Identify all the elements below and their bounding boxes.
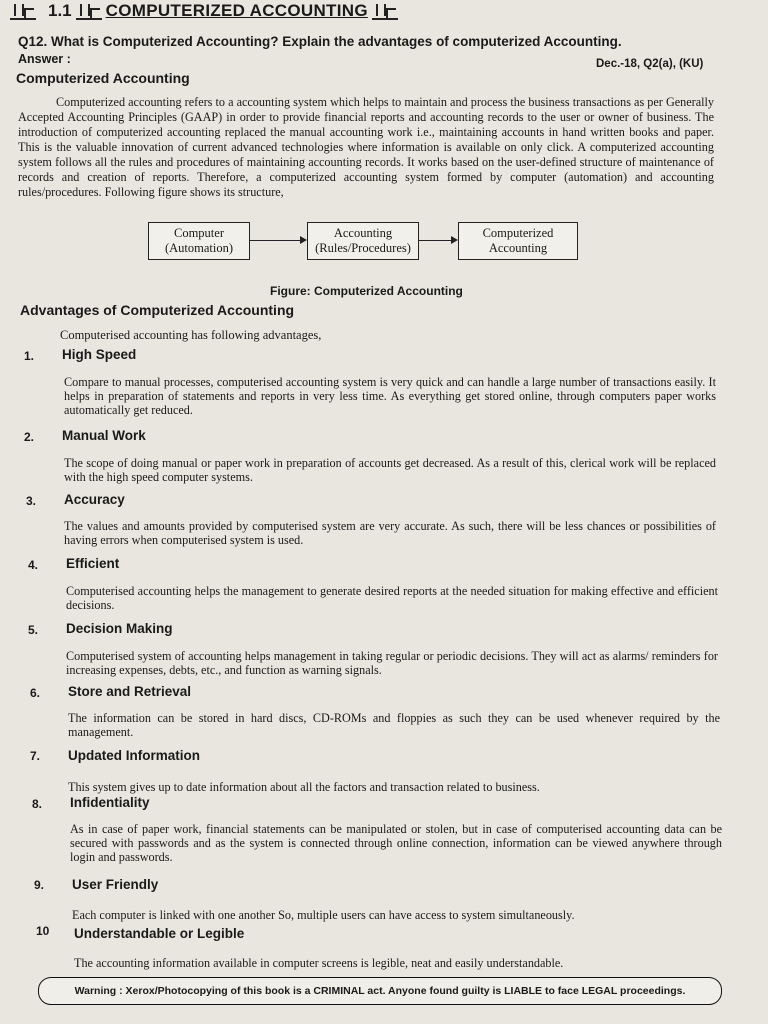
figure-box-computer (148, 222, 250, 260)
question-text: Q12. What is Computerized Accounting? Explain the advantages of computerized Accounting. (18, 34, 622, 49)
figure-box-computerized-accounting (458, 222, 578, 260)
item-body: Computerised system of accounting helps management in taking regular or periodic decisions. They will act as alarms/ reminders for increasing expenses, debts, etc., and function as warning signals. (66, 649, 718, 677)
exam-reference: Dec.-18, Q2(a), (KU) (596, 58, 704, 70)
item-number: 5. (28, 623, 39, 637)
arrow-right-icon (250, 240, 305, 241)
figure-box-line: Accounting (333, 226, 393, 240)
arrow-right-icon (419, 240, 456, 241)
item-title: Store and Retrieval (68, 684, 192, 699)
structure-figure (148, 222, 588, 270)
figure-box-line: (Automation) (164, 241, 234, 255)
item-number: 6. (30, 686, 41, 700)
item-number: 3. (26, 494, 37, 508)
section-header (6, 0, 436, 22)
answer-label: Answer : (18, 52, 71, 66)
figure-box-accounting (307, 222, 419, 260)
item-title: Efficient (66, 556, 120, 571)
item-number: 2. (24, 430, 35, 444)
item-body: Compare to manual processes, computerised accounting system is very quick and can handle a large number of transactions easily. It helps in preparation of statements and reports in very less time. As everything get stored online, through computers paper works automatically get reduced. (64, 375, 716, 417)
item-body: The values and amounts provided by computerised system are very accurate. As such, there will be less chances or possibilities of having errors when computerised system is used. (64, 519, 716, 547)
decorative-glyph-icon (76, 2, 102, 20)
item-number: 4. (28, 558, 39, 572)
item-number: 10 (36, 924, 50, 938)
item-body: As in case of paper work, financial statements can be manipulated or stolen, but in case of computerised accounting data can be secured with passwords and as the system is connected through online connection, information can be viewed anywhere through login and passwords. (70, 822, 722, 864)
item-title: Infidentiality (70, 795, 150, 810)
item-title: Manual Work (62, 428, 146, 443)
decorative-glyph-icon (10, 2, 36, 20)
figure-box-line: Computerized (482, 226, 554, 240)
intro-paragraph: Computerized accounting refers to a accounting system which helps to maintain and process the business transactions as per Generally Accepted Accounting Principles (GAAP) in order to provide financial reports and accounting records to the user or owner of business. The introduction of computerized accounting replaced the manual accounting work i.e., maintaining accounts in hand written books and paper. This is the valuable innovation of current advanced technologies where information is available on only click. A computerized accounting system follows all the rules and procedures of maintaining accounting records. It works based on the user-defined structure of maintenance of records and creation of reports. Therefore, a computerized accounting system formed by computer (automation) and accounting rules/procedures. Following figure shows its structure, (18, 95, 714, 199)
figure-box-line: Accounting (488, 241, 548, 255)
item-body: This system gives up to date information about all the factors and transaction related to business. (68, 780, 540, 794)
item-number: 7. (30, 749, 41, 763)
computerized-accounting-heading: Computerized Accounting (16, 70, 190, 86)
item-body: The scope of doing manual or paper work in preparation of accounts get decreased. As a result of this, clerical work will be replaced with the high speed computer systems. (64, 456, 716, 484)
figure-box-line: (Rules/Procedures) (315, 241, 411, 255)
item-body: Each computer is linked with one another So, multiple users can have access to system simultaneously. (72, 908, 575, 922)
advantages-heading: Advantages of Computerized Accounting (20, 302, 295, 318)
copyright-warning: Warning : Xerox/Photocopying of this book is a CRIMINAL act. Anyone found guilty is LIABLE to face LEGAL proceedings. (38, 977, 722, 1005)
item-title: Understandable or Legible (74, 926, 245, 941)
item-body: The accounting information available in computer screens is legible, neat and easily understandable. (74, 956, 564, 970)
decorative-glyph-icon (372, 2, 398, 20)
figure-caption: Figure: Computerized Accounting (270, 284, 463, 298)
item-body: The information can be stored in hard discs, CD-ROMs and floppies as such they can be used whenever required by the management. (68, 711, 720, 739)
section-number: 1.1 (48, 1, 72, 20)
item-title: Decision Making (66, 621, 173, 636)
section-title: COMPUTERIZED ACCOUNTING (105, 1, 368, 20)
item-title: High Speed (62, 347, 137, 362)
item-number: 9. (34, 878, 45, 892)
item-title: User Friendly (72, 877, 159, 892)
item-title: Updated Information (68, 748, 200, 763)
advantages-intro: Computerised accounting has following advantages, (60, 328, 322, 342)
item-number: 1. (24, 349, 35, 363)
item-title: Accuracy (64, 492, 125, 507)
item-number: 8. (32, 797, 43, 811)
figure-box-line: Computer (174, 226, 224, 240)
item-body: Computerised accounting helps the management to generate desired reports at the needed situation for making effective and efficient decisions. (66, 584, 718, 612)
